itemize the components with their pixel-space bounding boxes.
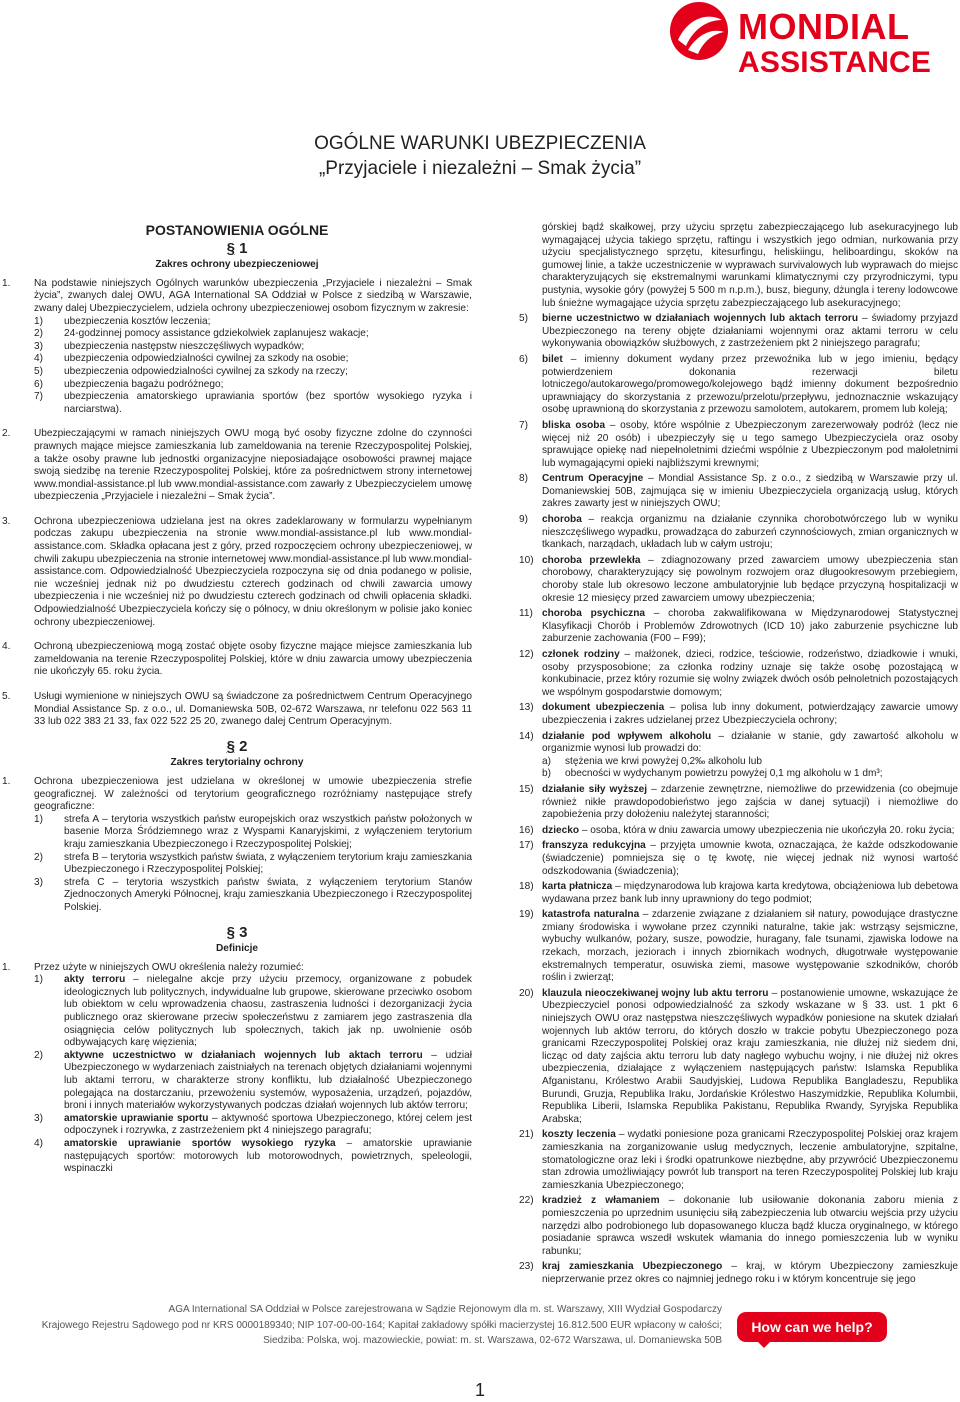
definition-item: 23) kraj zamieszkania Ubezpieczonego – kraj, w którym Ubezpieczony zamieszkuje nieprzerwanie przez okres co najmniej jednego roku i w którym koncentruje się jego	[519, 1261, 958, 1285]
definition-item: 19) katastrofa naturalna – zdarzenie związane z działaniem sił natury, powodujące drastyczne zmiany środowiska i wywołane przez czynniki naturalne, takie jak: wstrząsy sejsmiczne, wybuchy wulkanów, pożary, susze, powodzie, huragany, fale tsunami, zjawiska lodowe na rzekach, morzach, jeziorach i innych zbiornikach wodnych, długotrwałe występowanie ekstremalnych temperatur, osuwiska ziemi, masowe występowanie szkodników, chorób roślin i zwierząt;	[519, 909, 958, 984]
clause: 2. Ubezpieczającymi w ramach niniejszych OWU mogą być osoby fizyczne zdolne do czynności prawnych mające miejsce zamieszkania lub zameldowania na terenie Rzeczypospolitej Polskiej, a także osoby prawne lub jednostki organizacyjne nieposiadające osobowości prawnej mające swoją siedzibę na terenie Rzeczypospolitej Polskiej, które za pośrednictwem strony internetowej www.mondial-assistance.pl lub www.mondial-assistance.com zawarły z Ubezpieczycielem umowę ubezpieczenia „Przyjaciele i niezależni – Smak życia”.	[2, 428, 472, 503]
definition-item: 18) karta płatnicza – międzynarodowa lub krajowa karta kredytowa, obciążeniowa lub debetowa wydawana przez bank lub inny uprawniony do tego podmiot;	[519, 881, 959, 905]
clause: 5. Usługi wymienione w niniejszych OWU są świadczone za pośrednictwem Centrum Operacyjnego Mondial Assistance Sp. z o.o., ul. Domaniewska 50B, 02-672 Warszawa, nr telefonu 022 563 11 33 lub 022 383 21 33, fax 022 522 25 20, zwanego dalej Centrum Operacyjnym.	[2, 691, 472, 728]
clause-number: 1.	[2, 277, 11, 289]
how-can-we-help-badge[interactable]: How can we help?	[737, 1312, 887, 1342]
definition-item: 7) bliska osoba – osoby, które wspólnie z Ubezpieczonym zarezerwowały podróż (lecz nie więcej niż 20 osób) i ubezpieczyły się u tego samego Ubezpieczyciela oraz osoby sprawujące opiekę nad niepełnoletnimi dziećmi wspólnie z Ubezpieczonym pod małoletnimi lub wymagającymi opieki najbliższymi krewnymi;	[519, 419, 958, 469]
clause	[2, 278, 472, 417]
list-item: 2) strefa B – terytoria wszystkich państw świata, z wyłączeniem terytorium kraju zamieszkania Ubezpieczonego i Rzeczypospolitej Polskiej;	[34, 851, 472, 876]
paragraph-title: Definicje	[215, 943, 259, 955]
logo-swoosh-icon	[668, 0, 730, 62]
list-item: 7) ubezpieczenia amatorskiego uprawiania sportów (bez sportów wysokiego ryzyka i narciarstwa).	[34, 391, 472, 415]
definition-item: 12) członek rodziny – małżonek, dzieci, rodzice, teściowie, rodzeństwo, dziadkowie i wnuki, osoby przysposobione; za członka rodziny uznaje się także osobę pozostającą w konkubinacie, przez który rozumie się wolny związek dwóch osób pełnoletnich pozostających we wspólnym gospodarstwie domowym;	[519, 649, 959, 698]
list-item: 3) strefa C – terytoria wszystkich państw świata, z wyłączeniem terytorium Stanów Zjednoczonych Ameryki Północnej, kraju zamieszkania Ubezpieczonego i Rzeczypospolitej Polskiej.	[34, 876, 472, 913]
definition-item: 22) kradzież z włamaniem – dokonanie lub usiłowanie dokonania zaboru mienia z pomieszczenia po uprzednim usunięciu siłą zabezpieczenia lub otwarciu wejścia przy użyciu narzędzi albo podrobionego lub dopasowanego klucza bądź klucza oryginalnego, w którego posiadanie sprawca wszedł wskutek włamania do innego pomieszczenia lub w wyniku rabunku;	[519, 1195, 959, 1257]
document-title: OGÓLNE WARUNKI UBEZPIECZENIA	[314, 133, 646, 154]
list-item: 4) ubezpieczenia odpowiedzialności cywilnej za szkody na osobie;	[34, 353, 349, 365]
speech-bubble-tail-icon	[754, 1338, 774, 1348]
definition-item: 17) franszyza redukcyjna – przyjęta umownie kwota, oznaczająca, że każde odszkodowanie (świadczenie) pomniejsza się o tę kwotę, nie więcej jednak niż wynosi wartość odszkodowania (świadczenia);	[519, 840, 958, 877]
page-number: 1	[474, 1380, 485, 1400]
footer-line: Krajowego Rejestru Sądowego pod nr KRS 0000189340; NIP 107-00-00-164; Kapitał zakładowy spółki macierzystej 16.812.500 EUR wpłacony w całości;	[41, 1319, 722, 1331]
definition-item: 1) akty terroru – nielegalne akcje przy użyciu przemocy, organizowane z pobudek ideologicznych lub politycznych, indywidualne lub grupowe, skierowane przeciwko osobom lub obiektom w celu wprowadzenia chaosu, zastraszenia ludności i dezorganizacji życia publicznego oraz skierowane przeciw społeczeństwu z zamiarem jego zastraszenia dla osiągnięcia celów politycznych lub społecznych, takich jak np. uwolnienie osób odbywających karę więzienia;	[34, 974, 472, 1049]
footer-line: AGA International SA Oddział w Polsce zarejestrowana w Sądzie Rejonowym dla m. st. Warszawy, XIII Wydział Gospodarczy	[168, 1304, 722, 1315]
clause: 4. Ochroną ubezpieczeniową mogą zostać objęte osoby fizyczne mające miejsce zamieszkania lub zameldowania na terenie Rzeczypospolitej Polskiej, które w dniu zawarcia umowy ubezpieczenia nie ukończyły 65. roku życia.	[2, 641, 472, 678]
paragraph-title: Zakres ochrony ubezpieczeniowej	[155, 259, 319, 271]
list-item: 5) ubezpieczenia odpowiedzialności cywilnej za szkody na rzeczy;	[34, 365, 348, 377]
clause: 1. Ochrona ubezpieczeniowa jest udzielana w określonej w umowie ubezpieczenia strefie geograficznej. W zależności od terytorium geograficznego rozróżniamy następujące strefy geograficzne: 1) strefa A – terytoria wszystkich państw europejskich oraz wszystkich państw położonych w basenie Morza Śródziemnego wraz z Wyspami Kanaryjskimi, z wyłączeniem terytorium kraju zamieszkania Ubezpieczonego i Rzeczypospolitej Polskiej; 2) strefa B – terytoria wszystkich państw świata, z wyłączeniem terytorium kraju zamieszkania Ubezpieczonego i Rzeczypospolitej Polskiej; 3) strefa C – terytoria wszystkich państw świata, z wyłączeniem terytorium Stanów Zjednoczonych Ameryki Północnej, kraju zamieszkania Ubezpieczonego i Rzeczypospolitej Polskiej.	[2, 775, 472, 913]
footer-legal-info	[0, 1302, 722, 1349]
definition-item: 21) koszty leczenia – wydatki poniesione poza granicami Rzeczypospolitej Polskiej oraz krajem zamieszkania na zorganizowanie usług medycznych, leczenie ambulatoryjne, szpitalne, stomatologiczne oraz leki i środki opatrunkowe niezbędne, aby przywrócić Ubezpieczonemu stan zdrowia umożliwiający powrót lub transport na teren Rzeczypospolitej Polskiej lub kraju zamieszkania Ubezpieczonego;	[519, 1129, 958, 1191]
definition-item: 15) działanie siły wyższej – zdarzenie zewnętrzne, niemożliwe do przewidzenia (co obejmuje również nikłe prawdopodobieństwo jego zajścia w danej sytuacji) i niemożliwe do zapobieżenia przy dołożeniu należytej staranności;	[519, 783, 958, 821]
logo-text-assistance: ASSISTANCE	[738, 46, 932, 79]
footer-line: Siedziba: Polska, woj. mazowieckie, powiat: m. st. Warszawa, 02-672 Warszawa, ul. Domaniewska 50B	[263, 1335, 722, 1347]
definition-item: 16) dziecko – osoba, która w dniu zawarcia umowy ubezpieczenia nie ukończyła 20. roku życia;	[519, 824, 955, 836]
list-item: 2) 24-godzinnej pomocy assistance gdziekolwiek zaplanujesz wakacje;	[34, 328, 369, 340]
definition-item: 3) amatorskie uprawianie sportu – aktywność sportowa Ubezpieczonego, której celem jest odpoczynek i rozrywka, z zastrzeżeniem pkt 4 niniejszego paragrafu;	[34, 1112, 473, 1137]
document-subtitle: „Przyjaciele i niezależni – Smak życia”	[318, 158, 642, 179]
definition-item: 4) amatorskie uprawianie sportów wysokiego ryzyka – amatorskie uprawianie następujących sportów: motorowych lub motorowodnych, powietrznych, speleologii, wspinaczki	[34, 1138, 472, 1175]
paragraph-title: Zakres terytorialny ochrony	[170, 757, 304, 769]
definition-item: 9) choroba – reakcja organizmu na działanie czynnika chorobotwórczego lub w wyniku nieszczęśliwego wypadku, prowadząca do zaburzeń czynnościowych, zmian organicznych w tkankach, narządach, układach lub w całym ustroju;	[519, 514, 958, 551]
paragraph-number: § 1	[226, 239, 248, 257]
definition-item: 11) choroba psychiczna – choroba zakwalifikowana w Międzynarodowej Statystycznej Klasyfikacji Chorób i Problemów Zdrowotnych (ICD 10) jako zaburzenie psychiczne lub zaburzenie zachowania (F00 – F99);	[519, 608, 958, 645]
sub-item: b) obecności w wydychanym powietrzu powyżej 0,1 mg alkoholu w 1 dm³;	[542, 768, 883, 780]
list-item: 1) strefa A – terytoria wszystkich państw europejskich oraz wszystkich państw położonych w basenie Morza Śródziemnego wraz z Wyspami Kanaryjskimi, z wyłączeniem terytorium kraju zamieszkania Ubezpieczonego i Rzeczypospolitej Polskiej;	[34, 813, 472, 850]
right-column	[519, 222, 958, 1287]
definition-item: 14) działanie pod wpływem alkoholu – działanie w stanie, gdy zawartość alkoholu w organizmie wynosi lub prowadzi do: a) stężenia we krwi powyżej 0,2‰ alkoholu lub b) obecności w wydychanym powietrzu powyżej 0,1 mg alkoholu w 1 dm³;	[519, 730, 958, 780]
mondial-assistance-logo	[668, 0, 946, 82]
definition-item: 5) bierne uczestnictwo w działaniach wojennych lub aktach terroru – świadomy przyjazd Ubezpieczonego na tereny objęte działaniami wojennymi oraz aktami terroru w celu wykonywania obowiązków służbowych, z zastrzeżeniem pkt 2 niniejszego paragrafu;	[519, 313, 958, 350]
paragraph-number: § 3	[226, 923, 248, 941]
clause: 1. Przez użyte w niniejszych OWU określenia należy rozumieć: 1) akty terroru – nielegalne akcje przy użyciu przemocy, organizowane z pobudek ideologicznych lub politycznych, indywidualne lub grupowe, skierowane przeciwko osobom lub obiektom w celu wprowadzenia chaosu, zastraszenia ludności i dezorganizacji życia publicznego oraz skierowane przeciw społeczeństwu z zamiarem jego zastraszenia dla osiągnięcia celów politycznych lub społecznych, takich jak np. uwolnienie osób odbywających karę więzienia; 2) aktywne uczestnictwo w działaniach wojennych lub aktach terroru – udział Ubezpieczonego w wydarzeniach zaistniałych na terenach objętych działaniami wojennymi lub aktami terroru, w charakterze strony konfliktu, lub działalność Ubezpieczonego polegająca na dostarczaniu, przewożeniu systemów, wyposażenia, urządzeń, pojazdów, broni i innych materiałów wykorzystywanych podczas działań wojennych lub aktów terroru; 3) amatorskie uprawianie sportu – aktywność sportowa Ubezpieczonego, której celem jest odpoczynek i rozrywka, z zastrzeżeniem pkt 4 niniejszego paragrafu; 4) amatorskie uprawianie sportów wysokiego ryzyka – amatorskie uprawianie następujących sportów: motorowych lub motorowodnych, powietrznych, speleologii, wspinaczki	[2, 961, 473, 1175]
left-column	[2, 224, 472, 1176]
definition-item: 13) dokument ubezpieczenia – polisa lub inny dokument, potwierdzający zawarcie umowy ubezpieczenia i zakres udzielanej przez Ubezpieczyciela ochrony;	[519, 702, 958, 726]
definition-item: 2) aktywne uczestnictwo w działaniach wojennych lub aktach terroru – udział Ubezpieczonego w wydarzeniach zaistniałych na terenach objętych działaniami wojennymi lub aktami terroru, w charakterze strony konfliktu, lub działalność Ubezpieczonego polegająca na dostarczaniu, przewożeniu systemów, wyposażenia, urządzeń, pojazdów, broni i innych materiałów wykorzystywanych podczas działań wojennych lub aktów terroru;	[34, 1049, 472, 1112]
definition-item: 6) bilet – imienny dokument wydany przez przewoźnika lub w jego imieniu, będący potwierdzeniem dokonania rezerwacji biletu lotniczego/autokarowego/promowego/kolejowego bądź imienny dokument bezpośrednio uprawniający do skorzystania z przewozu/przelotu/przepływu, jednoznacznie wskazujący osobę uprawnioną do skorzystania z przewozu samolotem, autokarem, promem lub koleją;	[519, 353, 958, 416]
clause-text: Na podstawie niniejszych Ogólnych warunków ubezpieczenia „Przyjaciele i niezależni – Smak życia”, zwanych dalej OWU, AGA International SA Oddział w Polsce z siedzibą w Warszawie, zwany dalej Ubezpieczycielem, udziela ochrony ubezpieczeniowej osobom fizycznym w zakresie:	[34, 277, 472, 314]
logo-text-mondial: MONDIAL	[738, 6, 910, 47]
definition-item: 20) klauzula nieoczekiwanej wojny lub aktu terroru – postanowienie umowne, wskazujące że Ubezpieczyciel ponosi odpowiedzialność za szkody wskazane w § 33. ust. 1 pkt 6 niniejszych OWU oraz następstwa nieszczęśliwych wypadków poniesione na skutek działań wojennych lub aktów terroru, do których doszło w trakcie pobytu Ubezpieczonego poza granicami Rzeczypospolitej Polskiej oraz kraju zamieszkania, nie dłużej niż siedem dni, licząc od daty zajścia aktu terroru lub daty nagłego wybuchu wojny, i nie dłużej niż okres ubezpieczenia, działające z wyłączeniem następujących państw: Islamska Republika Afganistanu, Królestwo Arabii Saudyjskiej, Ludowa Republika Bangladeszu, Republika Burundi, Gruzja, Republika Iraku, Jordańskie Królestwo Haszymidzkie, Republika Kolumbii, Republika Liberii, Islamska Republika Pakistanu, Republika Rwandy, Syryjska Republika Arabska;	[519, 987, 959, 1125]
list-item: 3) ubezpieczenia następstw nieszczęśliwych wypadków;	[34, 340, 305, 352]
paragraph-number: § 2	[226, 737, 248, 755]
section-heading-general: POSTANOWIENIA OGÓLNE	[145, 222, 329, 238]
definition-item: 8) Centrum Operacyjne – Mondial Assistance Sp. z o.o., z siedzibą w Warszawie przy ul. Domaniewskiej 50B, zajmująca się w imieniu Ubezpieczyciela organizacją usług, których zakres zawarty jest w niniejszych OWU;	[519, 473, 958, 510]
definition-item: 10) choroba przewlekła – zdiagnozowany przed zawarciem umowy ubezpieczenia stan chorobowy, charakteryzujący się powolnym rozwojem oraz długookresowym przebiegiem, choroby stale lub okresowo leczone ambulatoryjnie lub będące przyczyną hospitalizacji w okresie 12 miesięcy przed zawarciem umowy ubezpieczenia;	[519, 554, 958, 604]
definition-continuation: górskiej bądź skałkowej, przy użyciu sprzętu zabezpieczającego lub asekuracyjnego lub wymagającej użycia takiego sprzętu, raftingu i wszystkich jego odmian, nurkowania przy użyciu specjalistycznego sprzętu, kitesurfingu, heliskiingu, heliboardingu, skoków na gumowej linie, a także uczestniczenie w wyprawach survivalowych lub wyprawach do miejsc charakteryzujących się ekstremalnymi warunkami klimatycznymi czy przyrodniczymi, typu pustynia, wysokie góry (powyżej 5 500 m n.p.m.), busz, bieguny, dżungla i tereny lodowcowe lub śnieżne wymagające użycia sprzętu zabezpieczającego lub asekuracyjnego;	[542, 222, 958, 309]
clause: 3. Ochrona ubezpieczeniowa udzielana jest na okres zadeklarowany w formularzu wypełnianym podczas zakupu ubezpieczenia na stronie www.mondial-assistance.pl lub www.mondial-assistance.com. Składka opłacana jest z góry, przed rozpoczęciem ochrony ubezpieczeniowej, w chwili zakupu ubezpieczenia na stronie internetowej www.mondial-assistance.pl lub www.mondial-assistance.com. Odpowiedzialność Ubezpieczyciela rozpoczyna się od dnia podanego w polisie, nie wcześniej jednak niż po dwudziestu czterech godzinach od chwili zawarcia umowy ubezpieczenia i nie wcześniej niż po dwudziestu czterech godzinach od chwili opłacenia składki. Odpowiedzialność Ubezpieczyciela kończy się o północy, w dniu określonym w polisie jako koniec ochrony ubezpieczeniowej.	[2, 515, 472, 628]
sub-item: a) stężenia we krwi powyżej 0,2‰ alkoholu lub	[542, 755, 762, 767]
list-item: 1) ubezpieczenia kosztów leczenia;	[34, 315, 211, 327]
list-item: 6) ubezpieczenia bagażu podróżnego;	[34, 378, 224, 390]
